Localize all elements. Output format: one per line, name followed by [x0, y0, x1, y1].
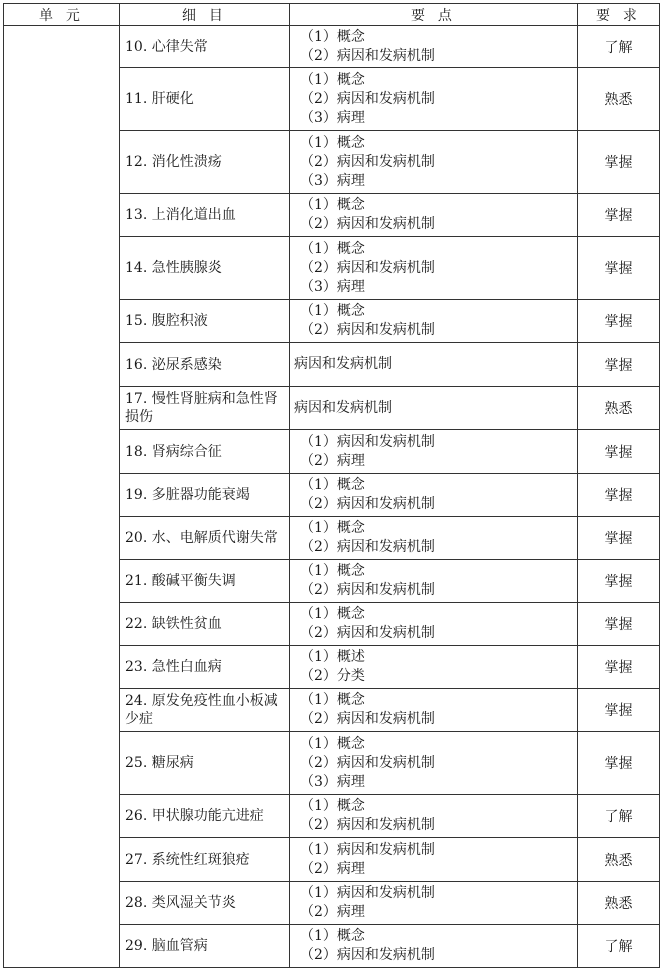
point-line: （2）病因和发病机制	[300, 947, 435, 963]
point-line: （1）病因和发病机制	[300, 841, 435, 858]
unit-cell	[4, 26, 120, 968]
detail-cell: 10. 心律失常	[120, 26, 290, 68]
requirement-cell: 掌握	[578, 237, 660, 300]
point-line: 病因和发病机制	[294, 356, 392, 372]
detail-cell: 24. 原发免疫性血小板减少症	[120, 689, 290, 732]
point-line: 病因和发病机制	[294, 399, 392, 416]
point-line: （1）概念	[300, 477, 365, 493]
points-cell	[290, 517, 578, 560]
points-cell	[290, 560, 578, 603]
requirement-cell: 掌握	[578, 343, 660, 387]
point-line: （2）病因和发病机制	[300, 153, 435, 170]
points-cell	[290, 237, 578, 300]
point-line: （2）病因和发病机制	[300, 90, 435, 107]
points-cell	[290, 68, 578, 131]
requirement-cell: 了解	[578, 26, 660, 68]
detail-cell: 28. 类风湿关节炎	[120, 882, 290, 925]
detail-cell: 16. 泌尿系感染	[120, 343, 290, 387]
points-cell	[290, 194, 578, 237]
points-cell	[290, 838, 578, 882]
point-line: （1）概念	[300, 71, 365, 88]
point-line: （2）病因和发病机制	[300, 711, 435, 727]
points-cell	[290, 343, 578, 387]
requirement-cell: 熟悉	[578, 838, 660, 882]
requirement-cell: 了解	[578, 795, 660, 838]
detail-cell: 23. 急性白血病	[120, 646, 290, 689]
point-line: （3）病理	[300, 172, 365, 189]
detail-cell: 12. 消化性溃疡	[120, 131, 290, 194]
point-line: （1）概念	[300, 197, 365, 213]
requirement-cell: 掌握	[578, 560, 660, 603]
points-cell	[290, 474, 578, 517]
requirement-cell: 掌握	[578, 689, 660, 732]
header-requirement: 要 求	[578, 4, 660, 26]
requirement-cell: 熟悉	[578, 387, 660, 430]
point-line: （2）病因和发病机制	[300, 322, 435, 338]
point-line: （1）概念	[300, 520, 365, 536]
points-cell	[290, 732, 578, 795]
point-line: （1）概念	[300, 606, 365, 622]
points-cell	[290, 795, 578, 838]
point-line: （2）病理	[300, 860, 365, 877]
requirement-cell: 掌握	[578, 732, 660, 795]
requirement-cell: 熟悉	[578, 882, 660, 925]
detail-cell: 19. 多脏器功能衰竭	[120, 474, 290, 517]
point-line: （1）病因和发病机制	[300, 433, 435, 450]
point-line: （1）概念	[300, 303, 365, 319]
point-line: （3）病理	[300, 773, 365, 790]
detail-cell: 13. 上消化道出血	[120, 194, 290, 237]
points-cell	[290, 387, 578, 430]
requirement-cell: 掌握	[578, 603, 660, 646]
points-cell	[290, 689, 578, 732]
points-cell	[290, 925, 578, 968]
point-line: （2）病因和发病机制	[300, 47, 435, 64]
requirement-cell: 掌握	[578, 430, 660, 474]
requirement-cell: 熟悉	[578, 68, 660, 131]
point-line: （1）概念	[300, 134, 365, 151]
point-line: （3）病理	[300, 278, 365, 295]
point-line: （1）概念	[300, 28, 365, 45]
detail-cell: 25. 糖尿病	[120, 732, 290, 795]
point-line: （2）病因和发病机制	[300, 754, 435, 771]
point-line: （2）病理	[300, 904, 365, 920]
point-line: （1）概述	[300, 649, 365, 665]
requirement-cell: 掌握	[578, 131, 660, 194]
points-cell	[290, 882, 578, 925]
point-line: （1）概念	[300, 798, 365, 814]
detail-cell: 29. 脑血管病	[120, 925, 290, 968]
point-line: （2）分类	[300, 668, 365, 684]
table-row	[4, 26, 660, 68]
point-line: （2）病理	[300, 452, 365, 469]
point-line: （2）病因和发病机制	[300, 496, 435, 512]
syllabus-table	[3, 3, 660, 968]
point-line: （1）概念	[300, 735, 365, 752]
detail-cell: 26. 甲状腺功能亢进症	[120, 795, 290, 838]
requirement-cell: 掌握	[578, 517, 660, 560]
detail-cell: 17. 慢性肾脏病和急性肾损伤	[120, 387, 290, 430]
requirement-cell: 了解	[578, 925, 660, 968]
point-line: （2）病因和发病机制	[300, 582, 435, 598]
points-cell	[290, 131, 578, 194]
detail-cell: 21. 酸碱平衡失调	[120, 560, 290, 603]
point-line: （1）概念	[300, 240, 365, 257]
point-line: （2）病因和发病机制	[300, 817, 435, 833]
point-line: （2）病因和发病机制	[300, 259, 435, 276]
detail-cell: 14. 急性胰腺炎	[120, 237, 290, 300]
points-cell	[290, 603, 578, 646]
point-line: （2）病因和发病机制	[300, 625, 435, 641]
detail-cell: 18. 肾病综合征	[120, 430, 290, 474]
detail-cell: 20. 水、电解质代谢失常	[120, 517, 290, 560]
header-points: 要 点	[290, 4, 578, 26]
detail-cell: 15. 腹腔积液	[120, 300, 290, 343]
points-cell	[290, 26, 578, 68]
detail-cell: 22. 缺铁性贫血	[120, 603, 290, 646]
detail-cell: 27. 系统性红斑狼疮	[120, 838, 290, 882]
header-detail: 细 目	[120, 4, 290, 26]
point-line: （1）病因和发病机制	[300, 885, 435, 901]
table-header-row	[4, 4, 660, 26]
point-line: （2）病因和发病机制	[300, 216, 435, 232]
requirement-cell: 掌握	[578, 300, 660, 343]
points-cell	[290, 646, 578, 689]
detail-cell: 11. 肝硬化	[120, 68, 290, 131]
header-unit: 单 元	[4, 4, 120, 26]
point-line: （1）概念	[300, 928, 365, 944]
requirement-cell: 掌握	[578, 646, 660, 689]
point-line: （1）概念	[300, 692, 365, 708]
point-line: （1）概念	[300, 563, 365, 579]
requirement-cell: 掌握	[578, 194, 660, 237]
points-cell	[290, 430, 578, 474]
point-line: （2）病因和发病机制	[300, 539, 435, 555]
point-line: （3）病理	[300, 109, 365, 126]
table-body	[4, 26, 660, 968]
requirement-cell: 掌握	[578, 474, 660, 517]
points-cell	[290, 300, 578, 343]
